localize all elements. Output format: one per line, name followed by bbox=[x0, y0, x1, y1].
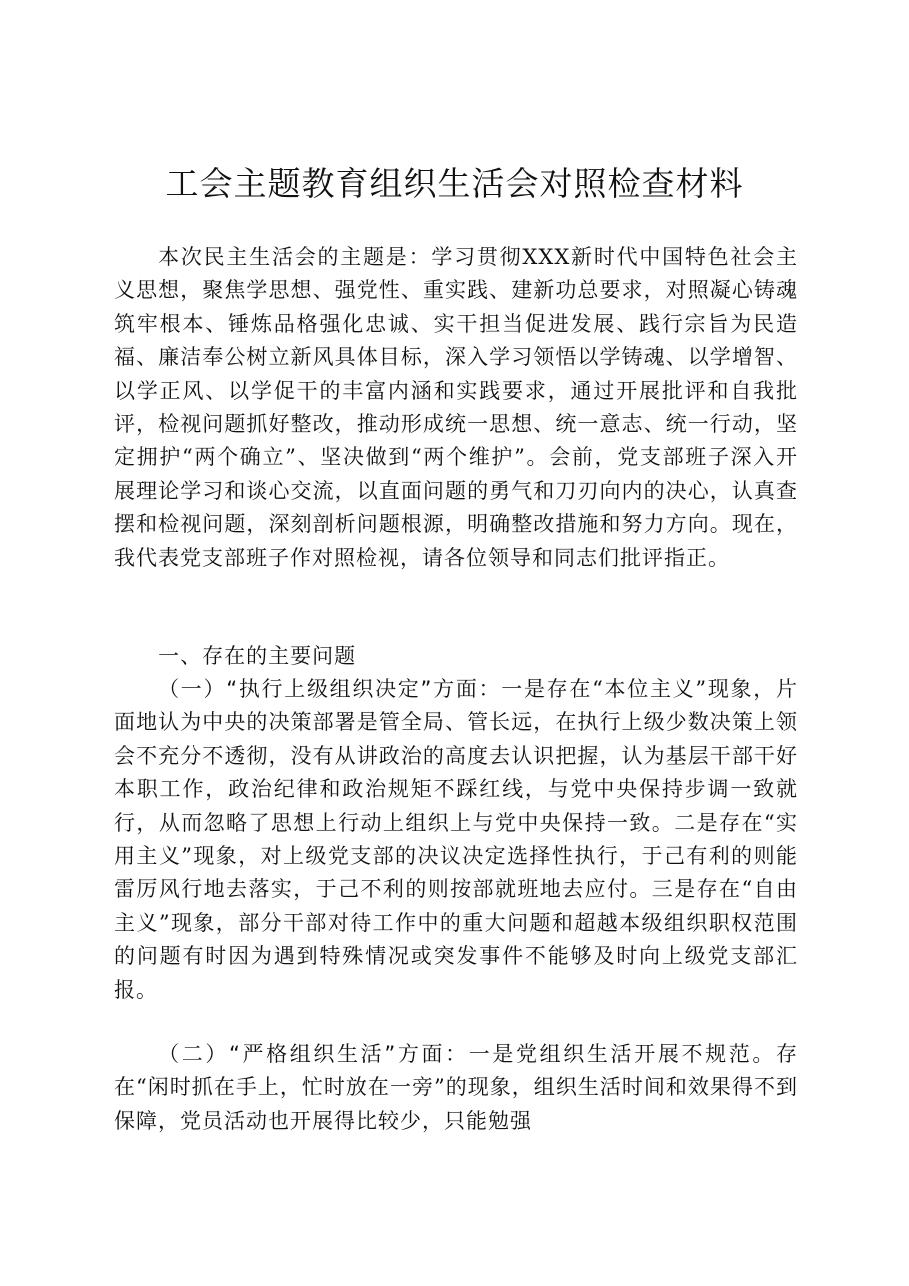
item-2-lead: （二）“严格组织生活”方面： bbox=[158, 1042, 469, 1066]
item-1-body: 一是存在“本位主义”现象，片面地认为中央的决策部署是管全局、管长远，在执行上级少数决策上领会不充分不透彻，没有从讲政治的高度去认识把握，认为基层干部干好本职工作，政治纪律和政治规矩不踩红线，与党中央保持步调一致就行，从而忽略了思想上行动上组织上与党中央保持一致。二是存在“实用主义”现象，对上级党支部的决议决定选择性执行，于己有利的则能雷厉风行地去落实，于己不利的则按部就班地去应付。三是存在“自由主义”现象，部分干部对待工作中的重大问题和超越本级组织职权范围的问题有时因为遇到特殊情况或突发事件不能够及时向上级党支部汇报。 bbox=[114, 677, 798, 1002]
item-1-lead: （一）“执行上级组织决定”方面： bbox=[158, 677, 502, 701]
intro-paragraph: 本次民主生活会的主题是：学习贯彻XXX新时代中国特色社会主义思想，聚焦学思想、强党性、重实践、建新功总要求，对照凝心铸魂筑牢根本、锤炼品格强化忠诚、实干担当促进发展、践行宗旨为民造福、廉洁奉公树立新风具体目标，深入学习领悟以学铸魂、以学增智、以学正风、以学促干的丰富内涵和实践要求，通过开展批评和自我批评，检视问题抓好整改，推动形成统一思想、统一意志、统一行动，坚定拥护“两个确立”、坚决做到“两个维护”。会前，党支部班子深入开展理论学习和谈心交流，以直面问题的勇气和刀刃向内的决心，认真查摆和检视问题，深刻剖析问题根源，明确整改措施和努力方向。现在，我代表党支部班子作对照检视，请各位领导和同志们批评指正。 bbox=[114, 245, 798, 570]
paragraph-item-1 bbox=[114, 673, 798, 1007]
document-title: 工会主题教育组织生活会对照检查材料 bbox=[165, 164, 744, 203]
item-2-body: 一是党组织生活开展不规范。存在“闲时抓在手上，忙时放在一旁”的现象，组织生活时间和效果得不到保障，党员活动也开展得比较少，只能勉强 bbox=[114, 1042, 799, 1133]
paragraph-item-2 bbox=[114, 1038, 798, 1138]
section-heading-main-problems: 一、存在的主要问题 bbox=[158, 644, 357, 668]
